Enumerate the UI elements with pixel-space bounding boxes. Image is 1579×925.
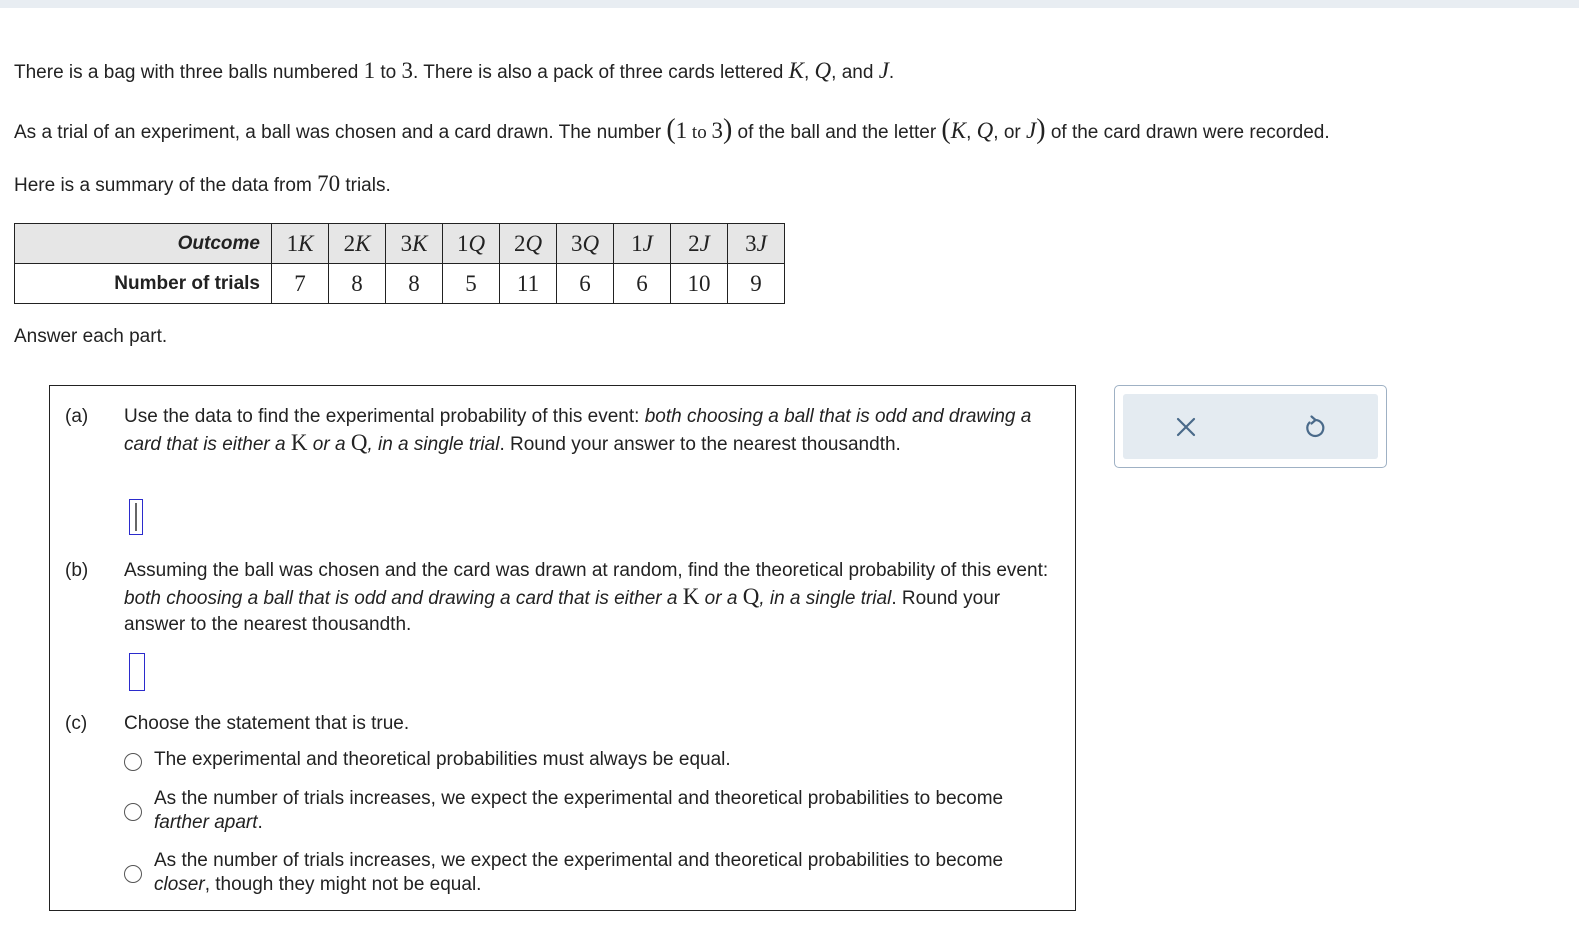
text-cursor bbox=[135, 503, 137, 531]
outcome-cell: 3J bbox=[728, 224, 785, 264]
tools-panel bbox=[1123, 394, 1378, 459]
count-cell: 11 bbox=[500, 264, 557, 304]
outcomes-table bbox=[14, 223, 785, 304]
option-2-text: As the number of trials increases, we expect the experimental and theoretical probabilities to become farther apart. bbox=[154, 788, 1004, 833]
question-box bbox=[49, 385, 1076, 911]
count-cell: 6 bbox=[614, 264, 671, 304]
top-bar bbox=[0, 0, 1579, 8]
part-a-question: Use the data to find the experimental probability of this event: both choosing a ball that is odd and drawing a card that is either a K or a Q, in a single trial. Round your answer to the nearest thousandth. bbox=[124, 406, 1032, 455]
count-cell: 9 bbox=[728, 264, 785, 304]
outcome-cell: 2Q bbox=[500, 224, 557, 264]
intro-paragraph-3: Here is a summary of the data from 70 trials. bbox=[14, 171, 391, 196]
count-cell: 5 bbox=[443, 264, 500, 304]
intro-paragraph-1: There is a bag with three balls numbered 1 to 3. There is also a pack of three cards lettered K, Q, and J. bbox=[14, 58, 895, 83]
count-cell: 7 bbox=[272, 264, 329, 304]
part-c-prompt: Choose the statement that is true. bbox=[124, 713, 410, 734]
part-c-label: (c) bbox=[65, 713, 88, 734]
answer-tools bbox=[1114, 385, 1387, 468]
count-header: Number of trials bbox=[15, 264, 272, 304]
part-b-label: (b) bbox=[65, 560, 89, 581]
option-1-text: The experimental and theoretical probabilities must always be equal. bbox=[154, 749, 731, 770]
part-b-answer-input[interactable] bbox=[129, 653, 145, 691]
outcome-cell: 2K bbox=[329, 224, 386, 264]
part-a-answer-input[interactable] bbox=[129, 499, 143, 535]
count-row bbox=[15, 264, 785, 304]
part-b-question: Assuming the ball was chosen and the card was drawn at random, find the theoretical probability of this event: both choosing a ball that is odd and drawing a card that is either a K or a Q, in a single trial. Round your answer to the nearest thousandth. bbox=[124, 560, 1049, 635]
count-cell: 8 bbox=[329, 264, 386, 304]
radio-button[interactable] bbox=[124, 753, 142, 771]
outcome-header: Outcome bbox=[15, 224, 272, 264]
outcome-cell: 3K bbox=[386, 224, 443, 264]
x-icon bbox=[1169, 410, 1203, 444]
count-cell: 8 bbox=[386, 264, 443, 304]
outcome-cell: 2J bbox=[671, 224, 728, 264]
count-cell: 6 bbox=[557, 264, 614, 304]
outcome-row bbox=[15, 224, 785, 264]
part-a-label: (a) bbox=[65, 406, 89, 427]
outcome-cell: 1Q bbox=[443, 224, 500, 264]
undo-button[interactable] bbox=[1298, 410, 1332, 444]
outcome-cell: 3Q bbox=[557, 224, 614, 264]
option-3-text: As the number of trials increases, we expect the experimental and theoretical probabilities to become closer, though they might not be equal. bbox=[154, 850, 1004, 895]
instruction-text: Answer each part. bbox=[14, 326, 168, 347]
undo-icon bbox=[1298, 410, 1332, 444]
outcome-cell: 1K bbox=[272, 224, 329, 264]
clear-button[interactable] bbox=[1169, 410, 1203, 444]
radio-button[interactable] bbox=[124, 803, 142, 821]
count-cell: 10 bbox=[671, 264, 728, 304]
intro-paragraph-2: As a trial of an experiment, a ball was chosen and a card drawn. The number (1 to 3) of the ball and the letter (K, Q, or J) of the card drawn were recorded. bbox=[14, 114, 1330, 145]
radio-button[interactable] bbox=[124, 865, 142, 883]
outcome-cell: 1J bbox=[614, 224, 671, 264]
